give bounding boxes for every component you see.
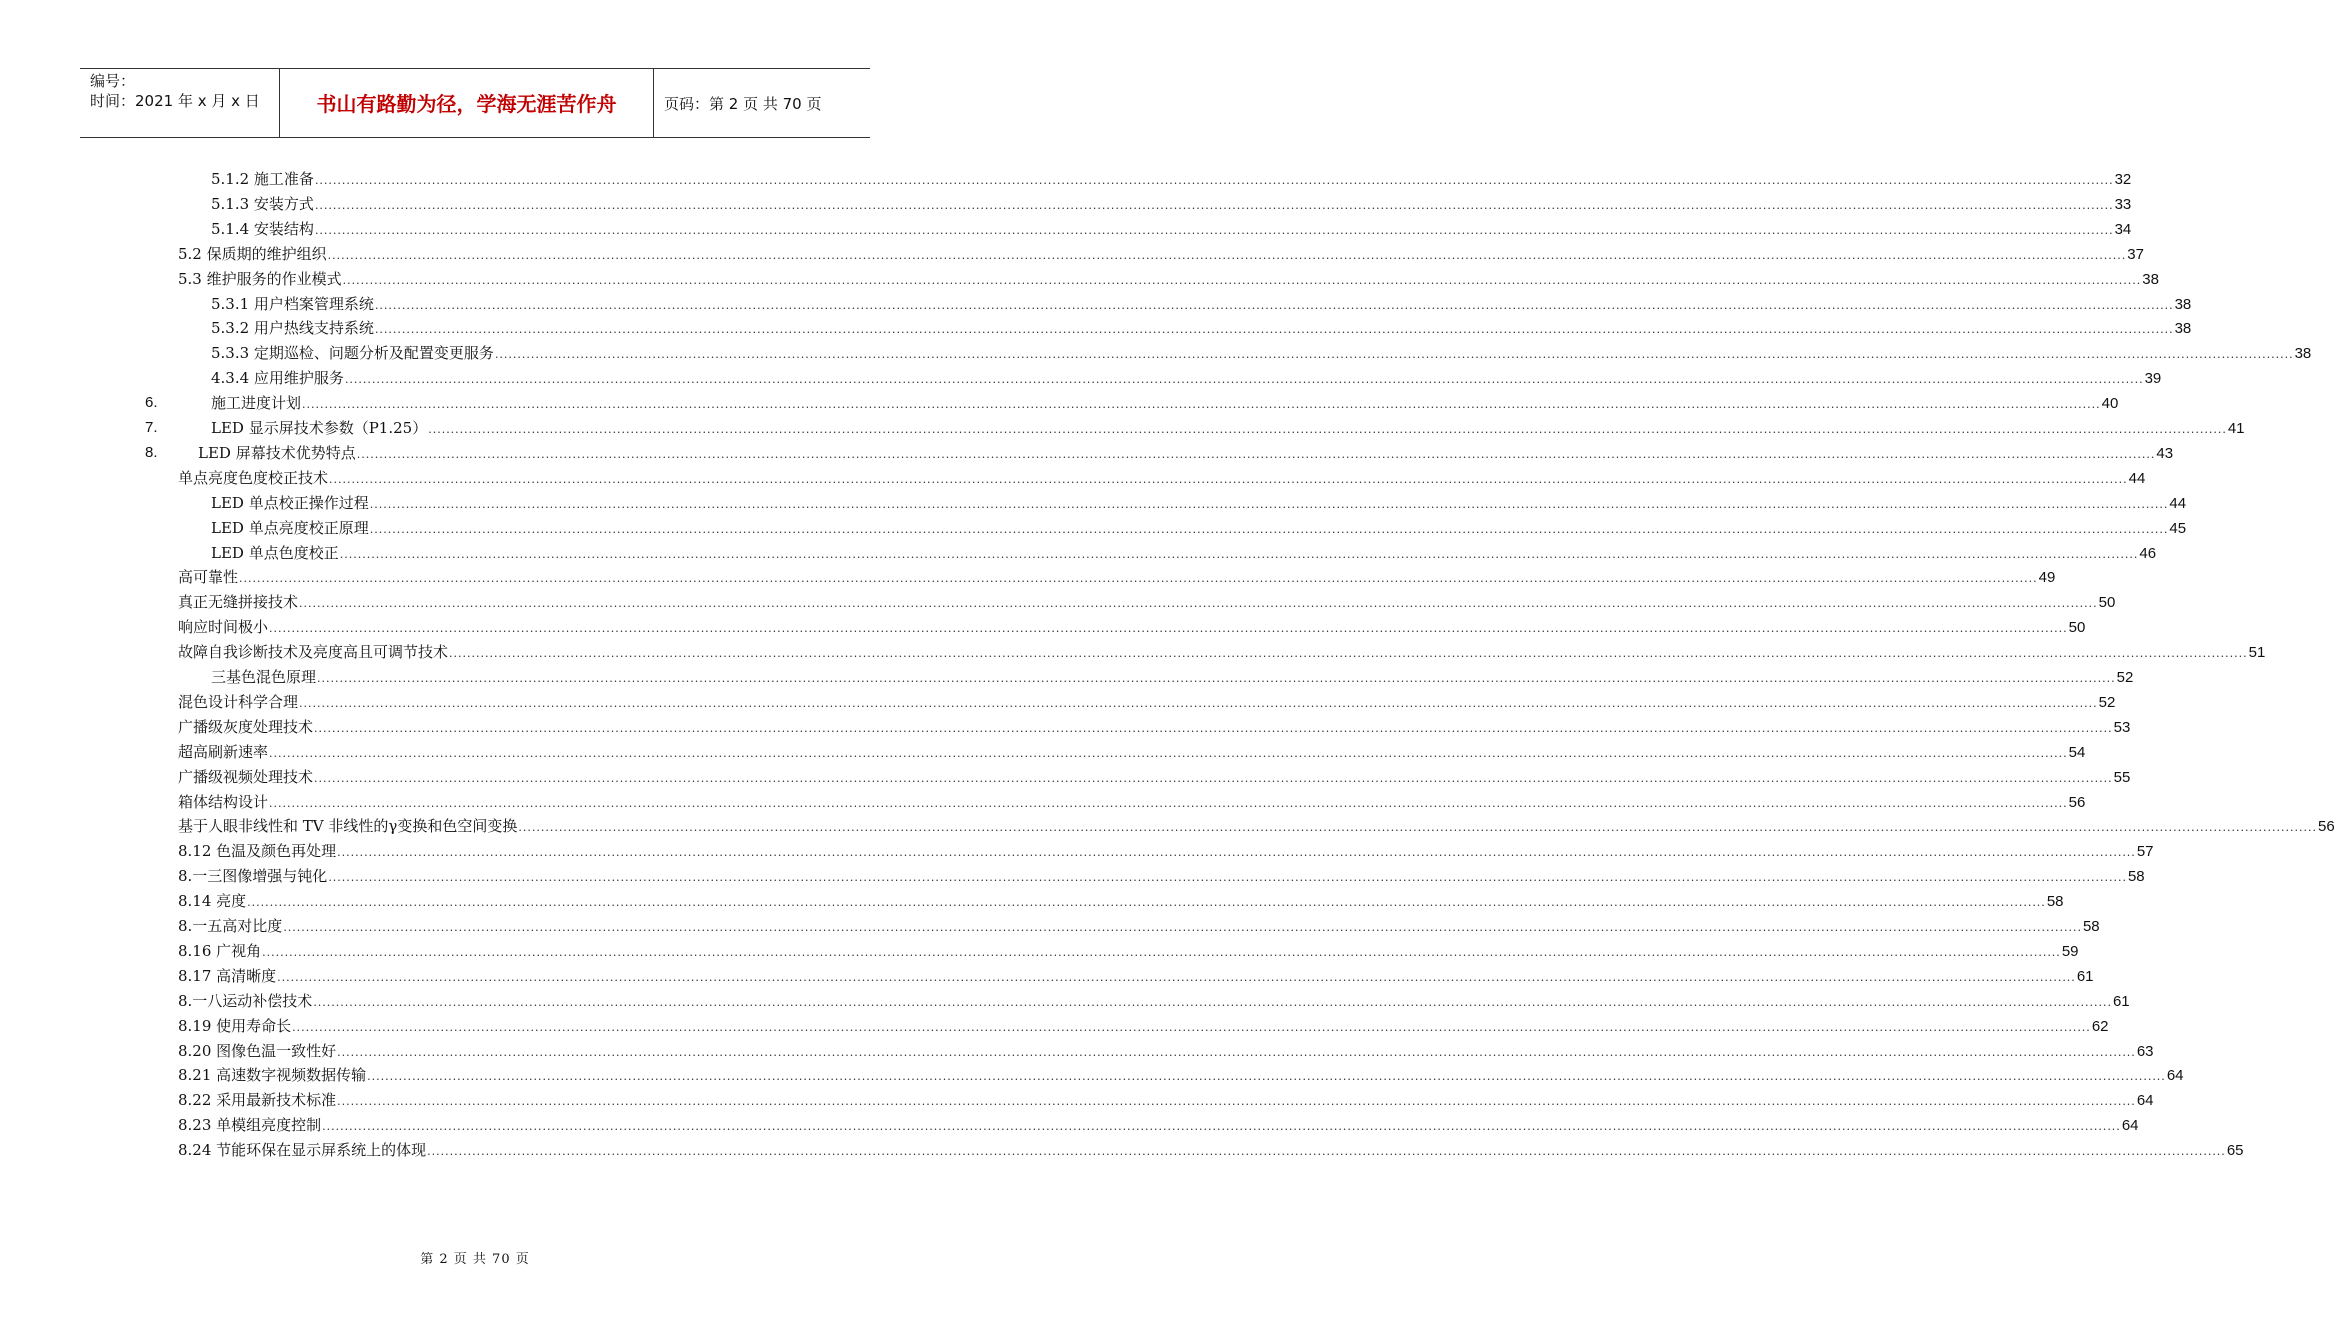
toc-entry[interactable] bbox=[178, 864, 2145, 888]
toc-entry[interactable] bbox=[211, 541, 2157, 565]
toc-page-number: 61 bbox=[2076, 967, 2094, 985]
toc-page-number: 34 bbox=[2114, 220, 2132, 238]
toc-leader-dots: ................................................................................................................................................................................................................................................................................................................................................................................................................ bbox=[269, 622, 2068, 636]
toc-entry[interactable] bbox=[211, 217, 2132, 241]
toc-entry-title: 8.一五高对比度 bbox=[178, 917, 283, 935]
toc-leader-dots: ................................................................................................................................................................................................................................................................................................................................................................................................................ bbox=[322, 1120, 2121, 1134]
toc-entry-title: 8.17 高清晰度 bbox=[178, 966, 277, 985]
toc-leader-dots: ................................................................................................................................................................................................................................................................................................................................................................................................................ bbox=[494, 348, 2294, 362]
toc-leader-dots: ................................................................................................................................................................................................................................................................................................................................................................................................................ bbox=[356, 447, 2156, 461]
toc-entry[interactable] bbox=[211, 167, 2132, 191]
toc-page-number: 44 bbox=[2169, 494, 2187, 512]
toc-entry[interactable] bbox=[211, 391, 2119, 415]
toc-section-number: 8. bbox=[145, 443, 158, 461]
toc-entry-title: 施工进度计划 bbox=[211, 394, 302, 413]
toc-entry[interactable] bbox=[211, 665, 2134, 689]
toc-entry-title: 8.20 图像色温一致性好 bbox=[178, 1041, 337, 1060]
toc-page-number: 58 bbox=[2046, 893, 2064, 911]
toc-page-number: 50 bbox=[2098, 594, 2116, 612]
toc-entry[interactable] bbox=[211, 491, 2187, 515]
toc-leader-dots: ................................................................................................................................................................................................................................................................................................................................................................................................................ bbox=[247, 896, 2046, 910]
toc-entry[interactable] bbox=[178, 615, 2086, 639]
toc-page-number: 64 bbox=[2121, 1117, 2139, 1135]
toc-entry-title: LED 屏幕技术优势特点 bbox=[198, 443, 356, 462]
toc-page-number: 52 bbox=[2116, 669, 2134, 686]
toc-entry[interactable] bbox=[178, 590, 2116, 614]
toc-entry-title: 5.1.2 施工准备 bbox=[211, 170, 314, 188]
toc-leader-dots: ................................................................................................................................................................................................................................................................................................................................................................................................................ bbox=[327, 248, 2127, 262]
toc-entry-title: 8.24 节能环保在显示屏系统上的体现 bbox=[178, 1141, 427, 1160]
header-motto: 书山有路勤为径，学海无涯苦作舟 bbox=[280, 69, 654, 137]
toc-page-number: 39 bbox=[2144, 370, 2162, 388]
toc-leader-dots: ................................................................................................................................................................................................................................................................................................................................................................................................................ bbox=[344, 373, 2144, 387]
toc-entry-title: 8.23 单模组亮度控制 bbox=[178, 1116, 322, 1135]
toc-page-number: 44 bbox=[2128, 469, 2146, 487]
header-page-info: 页码：第 2 页 共 70 页 bbox=[664, 95, 822, 113]
toc-leader-dots: ................................................................................................................................................................................................................................................................................................................................................................................................................ bbox=[427, 1145, 2226, 1159]
toc-leader-dots: ................................................................................................................................................................................................................................................................................................................................................................................................................ bbox=[337, 846, 2136, 860]
toc-page-number: 45 bbox=[2169, 519, 2187, 537]
page-footer: 第 2 页 共 70 页 bbox=[420, 1252, 530, 1267]
toc-page-number: 55 bbox=[2113, 768, 2131, 786]
toc-entry-title: 8.14 亮度 bbox=[178, 892, 247, 911]
toc-leader-dots: ................................................................................................................................................................................................................................................................................................................................................................................................................ bbox=[299, 597, 2098, 611]
toc-page-number: 53 bbox=[2113, 718, 2131, 736]
toc-page-number: 64 bbox=[2166, 1067, 2184, 1085]
toc-entry-title: 广播级灰度处理技术 bbox=[178, 717, 314, 736]
toc-page-number: 38 bbox=[2174, 320, 2192, 338]
toc-leader-dots: ................................................................................................................................................................................................................................................................................................................................................................................................................ bbox=[374, 298, 2174, 312]
toc-entry[interactable] bbox=[178, 1063, 2184, 1087]
toc-page-number: 59 bbox=[2061, 942, 2079, 960]
toc-leader-dots: ................................................................................................................................................................................................................................................................................................................................................................................................................ bbox=[314, 771, 2113, 785]
toc-leader-dots: ................................................................................................................................................................................................................................................................................................................................................................................................................ bbox=[342, 273, 2142, 287]
toc-entry-title: 8.一八运动补偿技术 bbox=[178, 991, 313, 1010]
toc-leader-dots: ................................................................................................................................................................................................................................................................................................................................................................................................................ bbox=[329, 472, 2128, 486]
toc-leader-dots: ................................................................................................................................................................................................................................................................................................................................................................................................................ bbox=[317, 672, 2116, 685]
toc-page-number: 46 bbox=[2139, 544, 2157, 562]
toc-leader-dots: ................................................................................................................................................................................................................................................................................................................................................................................................................ bbox=[314, 198, 2114, 212]
toc-entry-title: 5.1.4 安装结构 bbox=[211, 219, 314, 238]
toc-page-number: 52 bbox=[2098, 693, 2116, 711]
toc-page-number: 51 bbox=[2248, 644, 2266, 662]
toc-leader-dots: ................................................................................................................................................................................................................................................................................................................................................................................................................ bbox=[262, 945, 2061, 959]
toc-page-number: 58 bbox=[2082, 918, 2100, 935]
toc-entry[interactable] bbox=[178, 765, 2131, 789]
toc-entry-title: 广播级视频处理技术 bbox=[178, 767, 314, 786]
toc-page-number: 50 bbox=[2068, 619, 2086, 637]
page-header bbox=[80, 68, 870, 138]
toc-entry-title: 8.22 采用最新技术标准 bbox=[178, 1091, 337, 1110]
toc-entry-title: 基于人眼非线性和 TV 非线性的γ变换和色空间变换 bbox=[178, 817, 518, 836]
toc-page-number: 37 bbox=[2127, 245, 2144, 263]
toc-entry-title: 5.3.3 定期巡检、问题分析及配置变更服务 bbox=[211, 344, 494, 363]
toc-leader-dots: ................................................................................................................................................................................................................................................................................................................................................................................................................ bbox=[269, 796, 2068, 810]
toc-entry-title: LED 单点校正操作过程 bbox=[211, 493, 369, 512]
toc-leader-dots: ................................................................................................................................................................................................................................................................................................................................................................................................................ bbox=[314, 174, 2114, 187]
toc-entry[interactable] bbox=[178, 640, 2266, 664]
toc-leader-dots: ................................................................................................................................................................................................................................................................................................................................................................................................................ bbox=[374, 323, 2174, 337]
toc-leader-dots: ................................................................................................................................................................................................................................................................................................................................................................................................................ bbox=[302, 398, 2101, 412]
toc-page-number: 61 bbox=[2112, 992, 2130, 1010]
toc-leader-dots: ................................................................................................................................................................................................................................................................................................................................................................................................................ bbox=[283, 921, 2082, 934]
toc-entry[interactable] bbox=[178, 242, 2144, 266]
toc-entry[interactable] bbox=[178, 1088, 2154, 1112]
toc-entry[interactable] bbox=[178, 1039, 2154, 1063]
toc-entry-title: 5.3 维护服务的作业模式 bbox=[178, 269, 342, 288]
toc-page-number: 56 bbox=[2068, 793, 2086, 811]
toc-leader-dots: ................................................................................................................................................................................................................................................................................................................................................................................................................ bbox=[277, 970, 2076, 984]
toc-leader-dots: ................................................................................................................................................................................................................................................................................................................................................................................................................ bbox=[313, 995, 2112, 1009]
toc-entry-title: 5.3.2 用户热线支持系统 bbox=[211, 319, 374, 338]
toc-leader-dots: ................................................................................................................................................................................................................................................................................................................................................................................................................ bbox=[299, 696, 2098, 710]
toc-entry-title: 8.一三图像增强与钝化 bbox=[178, 867, 328, 886]
toc-leader-dots: ................................................................................................................................................................................................................................................................................................................................................................................................................ bbox=[269, 746, 2068, 760]
toc-entry-title: 真正无缝拼接技术 bbox=[178, 593, 299, 612]
toc-leader-dots: ................................................................................................................................................................................................................................................................................................................................................................................................................ bbox=[428, 423, 2227, 436]
toc-entry[interactable] bbox=[178, 565, 2056, 589]
toc-leader-dots: ................................................................................................................................................................................................................................................................................................................................................................................................................ bbox=[239, 572, 2038, 586]
toc-entry-title: 8.12 色温及颜色再处理 bbox=[178, 842, 337, 861]
toc-entry-title: 故障自我诊断技术及亮度高且可调节技术 bbox=[178, 643, 449, 662]
serial-label: 编号： bbox=[90, 72, 136, 90]
toc-entry[interactable] bbox=[211, 292, 2192, 316]
toc-page-number: 62 bbox=[2091, 1017, 2109, 1035]
toc-entry[interactable] bbox=[178, 790, 2086, 814]
toc-section-number: 6. bbox=[145, 394, 158, 412]
toc-page-number: 57 bbox=[2136, 843, 2154, 861]
toc-entry[interactable] bbox=[198, 441, 2174, 465]
toc-page-number: 65 bbox=[2226, 1142, 2244, 1160]
toc-page-number: 43 bbox=[2156, 444, 2174, 462]
toc-entry-title: 高可靠性 bbox=[178, 568, 239, 587]
toc-entry-title: 混色设计科学合理 bbox=[178, 692, 299, 711]
toc-entry[interactable] bbox=[211, 192, 2132, 216]
toc-leader-dots: ................................................................................................................................................................................................................................................................................................................................................................................................................ bbox=[292, 1020, 2091, 1034]
toc-page-number: 63 bbox=[2136, 1042, 2154, 1060]
toc-entry[interactable] bbox=[178, 1138, 2244, 1162]
toc-entry-title: LED 单点亮度校正原理 bbox=[211, 518, 369, 537]
toc-entry-title: 响应时间极小 bbox=[178, 618, 269, 637]
toc-entry-title: 8.19 使用寿命长 bbox=[178, 1016, 292, 1035]
toc-leader-dots: ................................................................................................................................................................................................................................................................................................................................................................................................................ bbox=[337, 1095, 2136, 1109]
toc-entry-title: LED 单点色度校正 bbox=[211, 543, 339, 562]
toc-leader-dots: ................................................................................................................................................................................................................................................................................................................................................................................................................ bbox=[369, 497, 2169, 511]
toc-entry[interactable] bbox=[178, 1014, 2109, 1038]
toc-entry[interactable] bbox=[178, 1113, 2139, 1137]
toc-entry[interactable] bbox=[211, 366, 2162, 390]
toc-entry-title: 8.16 广视角 bbox=[178, 941, 262, 960]
toc-entry[interactable] bbox=[178, 740, 2086, 764]
toc-entry[interactable] bbox=[178, 839, 2154, 863]
toc-leader-dots: ................................................................................................................................................................................................................................................................................................................................................................................................................ bbox=[449, 647, 2248, 661]
toc-entry[interactable] bbox=[211, 516, 2187, 540]
toc-entry[interactable] bbox=[178, 715, 2131, 739]
toc-entry[interactable] bbox=[211, 416, 2245, 440]
toc-page-number: 41 bbox=[2227, 420, 2245, 437]
toc-page-number: 40 bbox=[2101, 395, 2119, 413]
toc-entry[interactable] bbox=[178, 466, 2146, 490]
toc-entry[interactable] bbox=[178, 914, 2100, 938]
toc-entry[interactable] bbox=[178, 964, 2094, 988]
toc-page-number: 58 bbox=[2127, 868, 2145, 886]
toc-entry-title: 4.3.4 应用维护服务 bbox=[211, 369, 344, 388]
toc-leader-dots: ................................................................................................................................................................................................................................................................................................................................................................................................................ bbox=[339, 547, 2139, 561]
toc-leader-dots: ................................................................................................................................................................................................................................................................................................................................................................................................................ bbox=[328, 871, 2127, 885]
toc-entry-title: 8.21 高速数字视频数据传输 bbox=[178, 1066, 367, 1085]
toc-leader-dots: ................................................................................................................................................................................................................................................................................................................................................................................................................ bbox=[337, 1045, 2136, 1059]
toc-entry-title: LED 显示屏技术参数（P1.25） bbox=[211, 419, 428, 437]
toc-entry-title: 5.3.1 用户档案管理系统 bbox=[211, 294, 374, 313]
toc-leader-dots: ................................................................................................................................................................................................................................................................................................................................................................................................................ bbox=[518, 821, 2317, 835]
header-meta bbox=[80, 69, 280, 137]
toc-page-number: 38 bbox=[2294, 345, 2312, 363]
toc-leader-dots: ................................................................................................................................................................................................................................................................................................................................................................................................................ bbox=[367, 1070, 2166, 1084]
toc-leader-dots: ................................................................................................................................................................................................................................................................................................................................................................................................................ bbox=[314, 721, 2113, 735]
time-label: 时间：2021 年 x 月 x 日 bbox=[90, 92, 260, 110]
toc-page-number: 64 bbox=[2136, 1092, 2154, 1110]
toc-page-number: 33 bbox=[2114, 195, 2132, 213]
toc-entry-title: 箱体结构设计 bbox=[178, 792, 269, 811]
toc-page-number: 49 bbox=[2038, 569, 2056, 587]
toc-entry-title: 超高刷新速率 bbox=[178, 742, 269, 761]
toc-page-number: 38 bbox=[2174, 295, 2192, 313]
toc-entry[interactable] bbox=[178, 889, 2064, 913]
toc-entry-title: 5.2 保质期的维护组织 bbox=[178, 244, 327, 263]
toc-entry[interactable] bbox=[178, 690, 2116, 714]
toc-entry[interactable] bbox=[211, 316, 2192, 340]
toc-entry[interactable] bbox=[211, 341, 2312, 365]
toc-leader-dots: ................................................................................................................................................................................................................................................................................................................................................................................................................ bbox=[369, 522, 2169, 536]
toc-entry-title: 三基色混色原理 bbox=[211, 668, 317, 686]
toc-page-number: 56 bbox=[2317, 818, 2335, 836]
toc-entry[interactable] bbox=[178, 267, 2159, 291]
toc-entry-title: 5.1.3 安装方式 bbox=[211, 194, 314, 213]
toc-page-number: 32 bbox=[2114, 171, 2132, 188]
toc-entry[interactable] bbox=[178, 939, 2079, 963]
toc-entry-title: 单点亮度色度校正技术 bbox=[178, 468, 329, 487]
toc-entry[interactable] bbox=[178, 989, 2130, 1013]
toc-page-number: 38 bbox=[2142, 270, 2159, 288]
toc-entry[interactable] bbox=[178, 814, 2335, 838]
toc-page-number: 54 bbox=[2068, 743, 2086, 761]
toc-section-number: 7. bbox=[145, 419, 158, 436]
toc-leader-dots: ................................................................................................................................................................................................................................................................................................................................................................................................................ bbox=[314, 223, 2114, 237]
